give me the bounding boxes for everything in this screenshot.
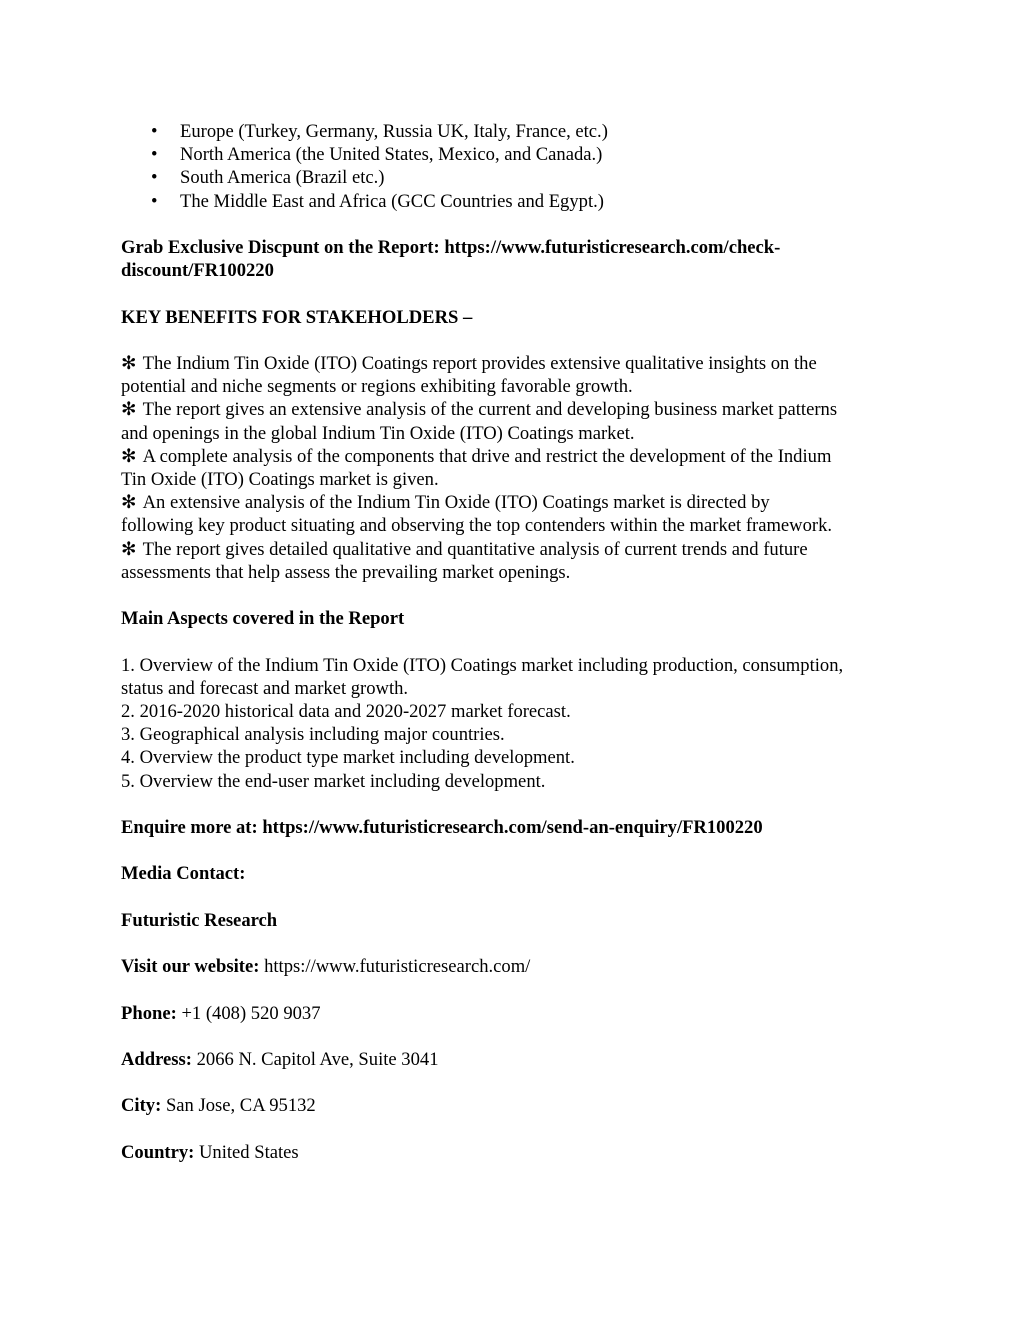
address-value: 2066 N. Capitol Ave, Suite 3041 bbox=[196, 1048, 439, 1070]
country-row bbox=[121, 1141, 911, 1164]
bullet-icon: • bbox=[151, 121, 158, 142]
list-item: ✻ The report gives an extensive analysis of the current and developing business market patterns and openings in the global Indium Tin Oxide (ITO) Coatings market. bbox=[121, 399, 838, 444]
website-row bbox=[121, 955, 911, 978]
list-item: ✻ A complete analysis of the components that drive and restrict the development of the Indium Tin Oxide (ITO) Coatings market is given. bbox=[121, 445, 832, 490]
bullet-icon: • bbox=[151, 144, 158, 166]
bullet-icon: • bbox=[151, 167, 158, 189]
enquire-link[interactable]: Enquire more at: https://www.futuristicresearch.com/send-an-enquiry/FR100220 bbox=[121, 816, 763, 838]
company-name: Futuristic Research bbox=[121, 909, 278, 931]
list-item: • The Middle East and Africa (GCC Countries and Egypt.) bbox=[151, 190, 604, 212]
list-item: 2. 2016-2020 historical data and 2020-2027 market forecast. bbox=[121, 700, 571, 722]
list-item: 5. Overview the end-user market including development. bbox=[121, 770, 546, 792]
asterisk-icon: ✻ bbox=[121, 445, 137, 467]
list-item: 1. Overview of the Indium Tin Oxide (ITO) Coatings market including production, consumption, bbox=[121, 654, 844, 676]
benefits-list bbox=[121, 352, 911, 584]
country-label: Country: bbox=[121, 1141, 195, 1163]
address-label: Address: bbox=[121, 1048, 192, 1070]
list-item: • Europe (Turkey, Germany, Russia UK, Italy, France, etc.) bbox=[151, 121, 608, 142]
city-label: City: bbox=[121, 1095, 162, 1117]
asterisk-icon: ✻ bbox=[121, 399, 137, 421]
list-item: 3. Geographical analysis including major countries. bbox=[121, 724, 505, 746]
list-item: ✻ The report gives detailed qualitative and quantitative analysis of current trends and future assessments that help assess the prevailing market openings. bbox=[121, 538, 808, 583]
regions-list bbox=[121, 120, 911, 213]
aspects-heading: Main Aspects covered in the Report bbox=[121, 608, 405, 630]
benefits-heading: KEY BENEFITS FOR STAKEHOLDERS – bbox=[121, 306, 473, 328]
website-label: Visit our website: bbox=[121, 956, 260, 978]
asterisk-icon: ✻ bbox=[121, 352, 137, 374]
aspects-list bbox=[121, 654, 911, 793]
media-contact-heading: Media Contact: bbox=[121, 863, 246, 885]
list-item: ✻ The Indium Tin Oxide (ITO) Coatings report provides extensive qualitative insights on the potential and niche segments or regions exhibiting favorable growth. bbox=[121, 352, 817, 398]
bullet-icon: • bbox=[151, 190, 158, 212]
address-row bbox=[121, 1048, 911, 1071]
list-item: status and forecast and market growth. bbox=[121, 677, 409, 699]
phone-label: Phone: bbox=[121, 1002, 177, 1024]
phone-row bbox=[121, 1002, 911, 1025]
asterisk-icon: ✻ bbox=[121, 538, 137, 560]
city-value: San Jose, CA 95132 bbox=[165, 1095, 316, 1117]
website-link[interactable]: https://www.futuristicresearch.com/ bbox=[264, 956, 531, 978]
list-item: • South America (Brazil etc.) bbox=[151, 167, 385, 189]
list-item: • North America (the United States, Mexico, and Canada.) bbox=[151, 144, 603, 166]
list-item: 4. Overview the product type market including development. bbox=[121, 747, 575, 769]
city-row bbox=[121, 1094, 911, 1117]
phone-value: +1 (408) 520 9037 bbox=[181, 1002, 321, 1024]
discount-link[interactable]: Grab Exclusive Discpunt on the Report: https://www.futuristicresearch.com/check- discount/FR100220 bbox=[121, 236, 781, 282]
asterisk-icon: ✻ bbox=[121, 492, 137, 514]
country-value: United States bbox=[199, 1141, 299, 1163]
list-item: ✻ An extensive analysis of the Indium Tin Oxide (ITO) Coatings market is directed by following key product situating and observing the top contenders within the market framework. bbox=[121, 492, 833, 537]
document-page bbox=[121, 120, 911, 1164]
